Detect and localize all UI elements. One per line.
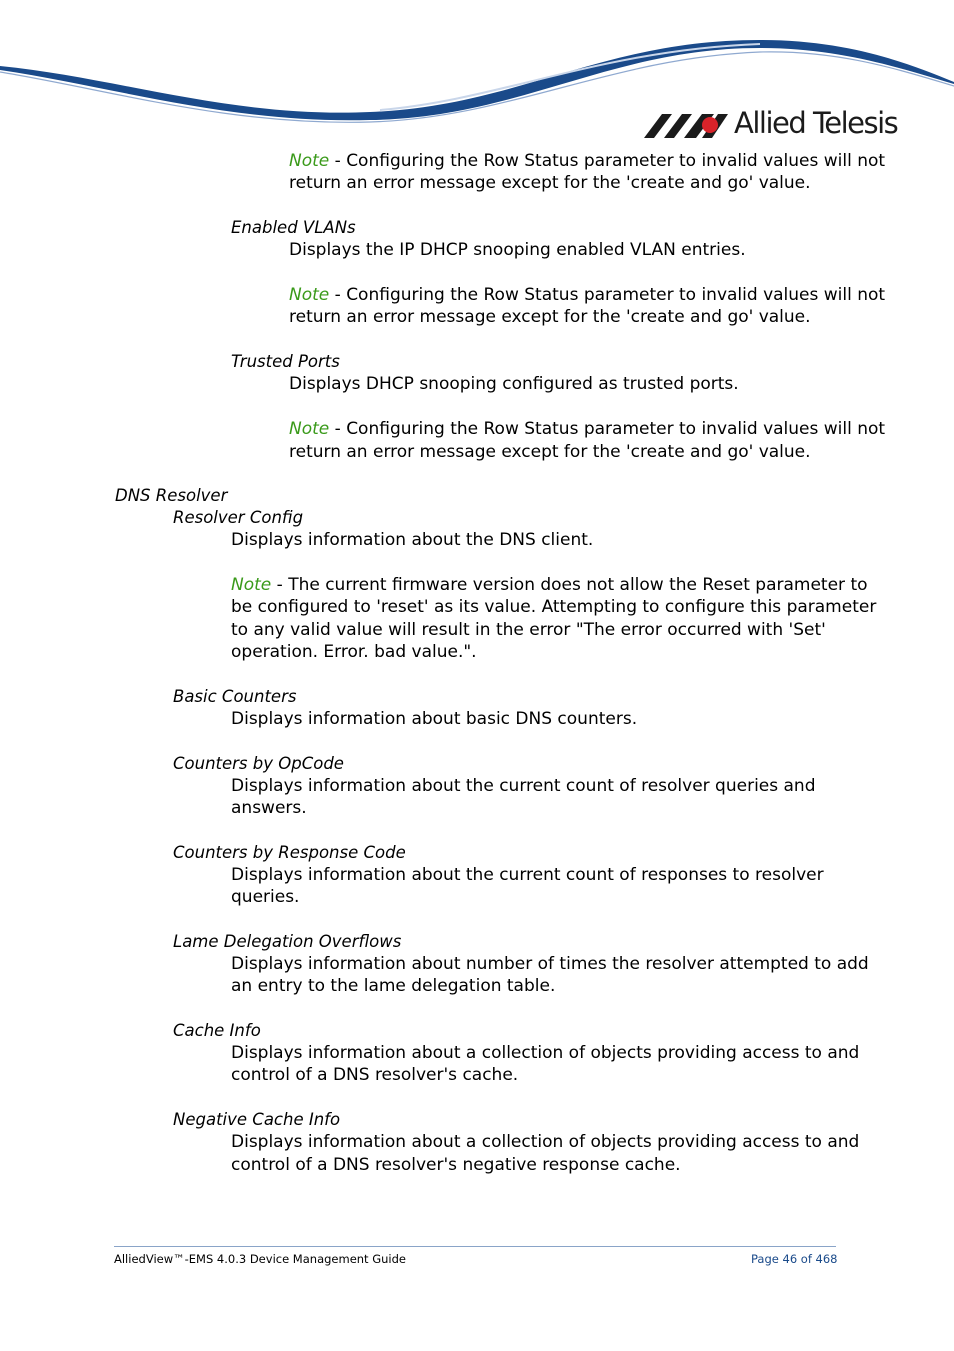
section-description: an entry to the lame delegation table. bbox=[231, 976, 556, 996]
section-heading: Trusted Ports bbox=[231, 352, 340, 371]
note-text: - Configuring the Row Status parameter to invalid values will not bbox=[329, 419, 886, 439]
section-description: Displays the IP DHCP snooping enabled VLAN entries. bbox=[289, 240, 746, 260]
note-text: be configured to 'reset' as its value. Attempting to configure this parameter bbox=[231, 597, 877, 617]
note-text: return an error message except for the 'create and go' value. bbox=[289, 442, 811, 462]
section-description: Displays information about the DNS client. bbox=[231, 530, 594, 550]
section-description: Displays information about number of times the resolver attempted to add bbox=[231, 954, 869, 974]
note-text: - The current firmware version does not allow the Reset parameter to bbox=[271, 575, 868, 595]
note-label: Note bbox=[289, 285, 330, 305]
footer-divider bbox=[114, 1246, 836, 1247]
subsection-heading: Counters by OpCode bbox=[173, 754, 344, 773]
note-label: Note bbox=[289, 419, 330, 439]
section-description: answers. bbox=[231, 798, 307, 818]
logo-text: Allied Telesis bbox=[734, 106, 898, 140]
section-description: Displays information about a collection of objects providing access to and bbox=[231, 1043, 860, 1063]
note-paragraph bbox=[289, 150, 885, 173]
section-description: Displays information about the current count of resolver queries and bbox=[231, 776, 816, 796]
subsection-heading: Negative Cache Info bbox=[173, 1110, 341, 1129]
section-heading: Enabled VLANs bbox=[231, 218, 356, 237]
note-label: Note bbox=[289, 151, 330, 171]
page-number: Page 46 of 468 bbox=[751, 1252, 838, 1266]
section-description: Displays information about the current count of responses to resolver bbox=[231, 865, 824, 885]
section-description: control of a DNS resolver's cache. bbox=[231, 1065, 519, 1085]
note-label: Note bbox=[231, 575, 272, 595]
note-text: return an error message except for the 'create and go' value. bbox=[289, 173, 811, 193]
note-paragraph bbox=[289, 418, 885, 441]
note-text: operation. Error. bad value.". bbox=[231, 642, 477, 662]
subsection-heading: Basic Counters bbox=[173, 687, 297, 706]
section-heading: DNS Resolver bbox=[115, 486, 228, 505]
subsection-heading: Lame Delegation Overflows bbox=[173, 932, 402, 951]
section-description: Displays information about a collection of objects providing access to and bbox=[231, 1132, 860, 1152]
logo-mark-icon bbox=[644, 110, 734, 140]
subsection-heading: Counters by Response Code bbox=[173, 843, 406, 862]
note-paragraph bbox=[231, 574, 868, 597]
note-text: - Configuring the Row Status parameter to invalid values will not bbox=[329, 285, 886, 305]
note-text: to any valid value will result in the error "The error occurred with 'Set' bbox=[231, 620, 826, 640]
subsection-heading: Cache Info bbox=[173, 1021, 261, 1040]
section-description: queries. bbox=[231, 887, 300, 907]
note-text: - Configuring the Row Status parameter to invalid values will not bbox=[329, 151, 886, 171]
allied-telesis-logo bbox=[644, 106, 904, 146]
section-description: control of a DNS resolver's negative response cache. bbox=[231, 1155, 681, 1175]
subsection-heading: Resolver Config bbox=[173, 508, 304, 527]
section-description: Displays information about basic DNS counters. bbox=[231, 709, 638, 729]
note-paragraph bbox=[289, 284, 885, 307]
section-description: Displays DHCP snooping configured as trusted ports. bbox=[289, 374, 739, 394]
note-text: return an error message except for the 'create and go' value. bbox=[289, 307, 811, 327]
footer-title: AlliedView™-EMS 4.0.3 Device Management Guide bbox=[114, 1252, 406, 1266]
